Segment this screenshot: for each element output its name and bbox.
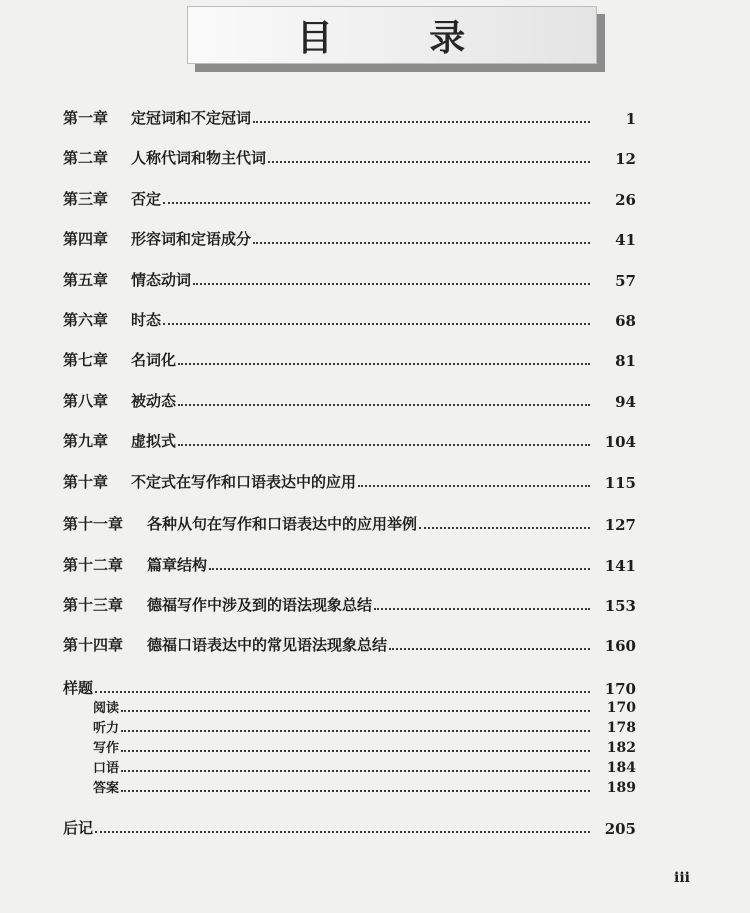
- page-number: 170: [604, 680, 636, 698]
- toc-entry-chapter-4[interactable]: [63, 227, 636, 249]
- chapter-number: 第一章: [63, 109, 109, 127]
- chapter-title: 篇章结构: [147, 556, 208, 574]
- chapter-number: 第六章: [63, 311, 109, 329]
- page-number: 127: [604, 516, 636, 534]
- dot-leader: [95, 691, 590, 693]
- toc-entry-chapter-12[interactable]: [63, 553, 636, 575]
- page-folio: iii: [674, 870, 690, 886]
- toc-entry-chapter-1[interactable]: [63, 106, 636, 128]
- chapter-number: 第十二章: [63, 556, 124, 574]
- page-number: 160: [604, 637, 636, 655]
- chapter-number: 第五章: [63, 271, 109, 289]
- page-number: 104: [604, 433, 636, 451]
- dot-leader: [121, 790, 590, 792]
- toc-subentry-writing[interactable]: [93, 737, 636, 756]
- dot-leader: [121, 710, 590, 712]
- chapter-number: 第二章: [63, 149, 109, 167]
- chapter-number: 第十一章: [63, 515, 124, 533]
- chapter-title: 被动态: [131, 392, 177, 410]
- page-number: 189: [606, 780, 636, 796]
- page-title: 目 录: [187, 6, 597, 64]
- page-number: 153: [604, 597, 636, 615]
- chapter-title: 不定式在写作和口语表达中的应用: [131, 473, 357, 491]
- chapter-title: 情态动词: [131, 271, 192, 289]
- subsection-title: 阅读: [93, 701, 120, 716]
- chapter-title: 各种从句在写作和口语表达中的应用举例: [147, 515, 418, 533]
- page-number: 94: [615, 393, 636, 411]
- dot-leader: [95, 831, 590, 833]
- subsection-title: 听力: [93, 721, 120, 736]
- toc-entry-chapter-5[interactable]: [63, 268, 636, 290]
- dot-leader: [178, 444, 590, 446]
- toc-entry-chapter-6[interactable]: [63, 308, 636, 330]
- chapter-title: 形容词和定语成分: [131, 230, 252, 248]
- dot-leader: [389, 648, 590, 650]
- chapter-title: 德福口语表达中的常见语法现象总结: [147, 636, 388, 654]
- dot-leader: [374, 608, 590, 610]
- toc-entry-chapter-8[interactable]: [63, 389, 636, 411]
- section-title: 样题: [63, 679, 94, 697]
- chapter-title: 人称代词和物主代词: [131, 149, 267, 167]
- dot-leader: [121, 770, 590, 772]
- chapter-number: 第十三章: [63, 596, 124, 614]
- page-number: 205: [604, 820, 636, 838]
- page-number: 178: [606, 720, 636, 736]
- toc-subentry-listening[interactable]: [93, 717, 636, 736]
- page-number: 57: [615, 272, 636, 290]
- chapter-title: 否定: [131, 190, 162, 208]
- section-title: 后记: [63, 819, 94, 837]
- chapter-number: 第十四章: [63, 636, 124, 654]
- chapter-number: 第四章: [63, 230, 109, 248]
- page-number: 12: [615, 150, 636, 168]
- toc-entry-chapter-9[interactable]: [63, 429, 636, 451]
- page-number: 184: [606, 760, 636, 776]
- toc-entry-sample-tests[interactable]: [63, 676, 636, 698]
- dot-leader: [419, 527, 590, 529]
- chapter-title: 名词化: [131, 351, 177, 369]
- chapter-title: 德福写作中涉及到的语法现象总结: [147, 596, 373, 614]
- page-number: 182: [606, 740, 636, 756]
- page-number: 115: [604, 474, 636, 492]
- toc-entry-chapter-7[interactable]: [63, 348, 636, 370]
- toc-entry-chapter-13[interactable]: [63, 593, 636, 615]
- chapter-number: 第三章: [63, 190, 109, 208]
- dot-leader: [163, 323, 590, 325]
- page-number: 41: [615, 231, 636, 249]
- page-number: 81: [615, 352, 636, 370]
- dot-leader: [178, 363, 590, 365]
- chapter-number: 第十章: [63, 473, 109, 491]
- dot-leader: [358, 485, 590, 487]
- title-banner: [187, 6, 597, 64]
- toc-entry-chapter-10[interactable]: [63, 470, 636, 492]
- chapter-number: 第九章: [63, 432, 109, 450]
- subsection-title: 答案: [93, 781, 120, 796]
- toc-entry-chapter-11[interactable]: [63, 512, 636, 534]
- subsection-title: 口语: [93, 761, 120, 776]
- toc-entry-afterword[interactable]: [63, 816, 636, 838]
- dot-leader: [253, 242, 590, 244]
- page-number: 26: [615, 191, 636, 209]
- dot-leader: [163, 202, 590, 204]
- toc-subentry-answers[interactable]: [93, 777, 636, 796]
- page-number: 141: [604, 557, 636, 575]
- page-number: 1: [625, 110, 636, 128]
- dot-leader: [121, 730, 590, 732]
- toc-subentry-speaking[interactable]: [93, 757, 636, 776]
- page-number: 170: [606, 700, 636, 716]
- page-number: 68: [615, 312, 636, 330]
- dot-leader: [253, 121, 590, 123]
- dot-leader: [193, 283, 590, 285]
- dot-leader: [268, 161, 590, 163]
- chapter-title: 虚拟式: [131, 432, 177, 450]
- toc-entry-chapter-3[interactable]: [63, 187, 636, 209]
- toc-entry-chapter-14[interactable]: [63, 633, 636, 655]
- toc-subentry-reading[interactable]: [93, 697, 636, 716]
- subsection-title: 写作: [93, 741, 120, 756]
- dot-leader: [121, 750, 590, 752]
- chapter-number: 第七章: [63, 351, 109, 369]
- toc-entry-chapter-2[interactable]: [63, 146, 636, 168]
- chapter-title: 定冠词和不定冠词: [131, 109, 252, 127]
- dot-leader: [209, 568, 590, 570]
- dot-leader: [178, 404, 590, 406]
- chapter-number: 第八章: [63, 392, 109, 410]
- chapter-title: 时态: [131, 311, 162, 329]
